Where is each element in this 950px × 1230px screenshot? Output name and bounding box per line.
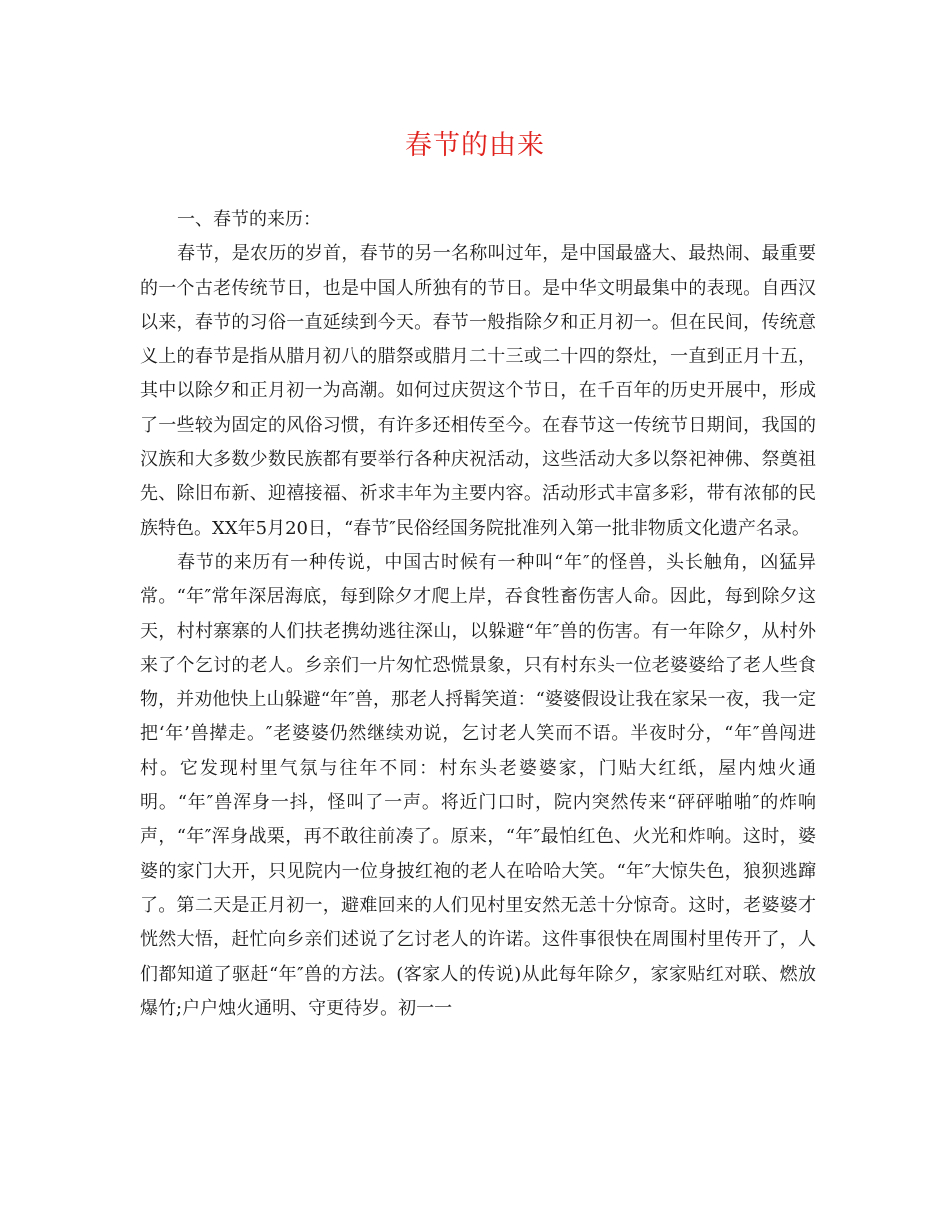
paragraph-2: 春节的来历有一种传说，中国古时候有一种叫“年″的怪兽，头长触角，凶猛异常。“年″常年深居海底，每到除夕才爬上岸，吞食牲畜伤害人命。因此，每到除夕这天，村村寨寨的人们扶老携幼逃往深山，以躲避“年″兽的伤害。有一年除夕，从村外来了个乞讨的老人。乡亲们一片匆忙恐慌景象，只有村东头一位老婆婆给了老人些食物，并劝他快上山躲避“年″兽，那老人捋髯笑道：“婆婆假设让我在家呆一夜，我一定把‘年’兽撵走。″老婆婆仍然继续劝说，乞讨老人笑而不语。半夜时分，“年″兽闯进村。它发现村里气氛与往年不同：村东头老婆婆家，门贴大红纸，屋内烛火通明。“年″兽浑身一抖，怪叫了一声。将近门口时，院内突然传来“砰砰啪啪″的炸响声，“年″浑身战栗，再不敢往前凑了。原来，“年″最怕红色、火光和炸响。这时，婆婆的家门大开，只见院内一位身披红袍的老人在哈哈大笑。“年″大惊失色，狼狈逃蹿了。第二天是正月初一，避难回来的人们见村里安然无恙十分惊奇。这时，老婆婆才恍然大悟，赶忙向乡亲们述说了乞讨老人的许诺。这件事很快在周围村里传开了，人们都知道了驱赶“年″兽的方法。(客家人的传说)从此每年除夕，家家贴红对联、燃放爆竹;户户烛火通明、守更待岁。初一一 (140, 551, 817, 1019)
document-body (140, 203, 816, 1026)
document-title: 春节的由来 (405, 130, 545, 161)
section-heading: 一、春节的来历： (177, 209, 321, 230)
paragraph-1: 春节，是农历的岁首，春节的另一名称叫过年，是中国最盛大、最热闹、最重要的一个古老传统节日，也是中国人所独有的节日。是中华文明最集中的表现。自西汉以来，春节的习俗一直延续到今天。春节一般指除夕和正月初一。但在民间，传统意义上的春节是指从腊月初八的腊祭或腊月二十三或二十四的祭灶，一直到正月十五，其中以除夕和正月初一为高潮。如何过庆贺这个节日，在千百年的历史开展中，形成了一些较为固定的风俗习惯，有许多还相传至今。在春节这一传统节日期间，我国的汉族和大多数少数民族都有要举行各种庆祝活动，这些活动大多以祭祀神佛、祭奠祖先、除旧布新、迎禧接福、祈求丰年为主要内容。活动形式丰富多彩，带有浓郁的民族特色。XX年5月20日，“春节″民俗经国务院批准列入第一批非物质文化遗产名录。 (140, 243, 816, 539)
